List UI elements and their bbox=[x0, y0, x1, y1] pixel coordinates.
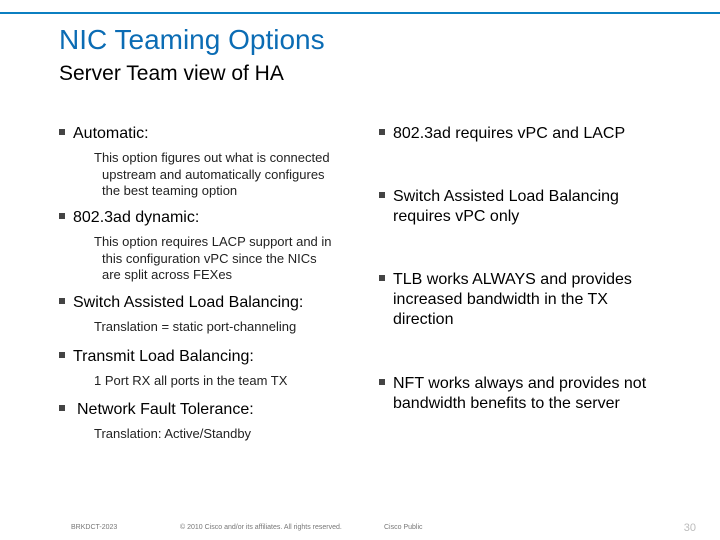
bullet-square-icon bbox=[59, 213, 65, 219]
tlb-description bbox=[94, 373, 287, 390]
salb-description bbox=[94, 319, 296, 336]
bullet-square-icon bbox=[379, 379, 385, 385]
bullet-square-icon bbox=[59, 298, 65, 304]
footer-copyright: © 2010 Cisco and/or its affiliates. All rights reserved. bbox=[180, 524, 342, 531]
bullet-label: Switch Assisted Load Balancing: bbox=[73, 294, 304, 311]
footer-classification: Cisco Public bbox=[384, 524, 423, 531]
bullet-square-icon bbox=[379, 129, 385, 135]
bullet-text: 802.3ad requires vPC and LACP bbox=[393, 125, 626, 142]
slide-subtitle: Server Team view of HA bbox=[59, 62, 284, 85]
automatic-description bbox=[94, 150, 330, 200]
bullet-label: 802.3ad dynamic: bbox=[73, 209, 200, 226]
bullet-salb bbox=[59, 293, 303, 313]
right-bullet-salb bbox=[379, 187, 663, 227]
bullet-square-icon bbox=[59, 352, 65, 358]
description-line: upstream and automatically configures bbox=[102, 166, 325, 182]
nft-description bbox=[94, 426, 251, 443]
right-bullet-lacp bbox=[379, 124, 663, 144]
bullet-square-icon bbox=[379, 192, 385, 198]
slide-title: NIC Teaming Options bbox=[59, 24, 325, 55]
bullet-square-icon bbox=[59, 129, 65, 135]
footer-session-id: BRKDCT-2023 bbox=[71, 524, 118, 531]
description-line: this configuration vPC since the NICs bbox=[102, 250, 317, 266]
bullet-label: Transmit Load Balancing: bbox=[73, 348, 254, 365]
page-number: 30 bbox=[683, 522, 696, 534]
bullet-square-icon bbox=[59, 405, 65, 411]
description-line: This option requires LACP support and in bbox=[94, 234, 332, 249]
bullet-tlb bbox=[59, 347, 254, 367]
description-line: the best teaming option bbox=[102, 183, 238, 198]
top-accent-line bbox=[0, 12, 720, 14]
bullet-text: Switch Assisted Load Balancing requires vPC only bbox=[393, 188, 619, 225]
bullet-text: TLB works ALWAYS and provides increased bandwidth in the TX direction bbox=[393, 271, 632, 328]
bullet-label: Network Fault Tolerance: bbox=[77, 401, 254, 418]
dynamic-description bbox=[94, 234, 332, 284]
bullet-square-icon bbox=[379, 275, 385, 281]
description-line: Translation = static port-channeling bbox=[94, 319, 297, 334]
description-line: are split across FEXes bbox=[102, 267, 233, 282]
bullet-label: Automatic: bbox=[73, 125, 149, 142]
bullet-dynamic bbox=[59, 208, 199, 228]
bullet-nft bbox=[59, 400, 254, 420]
description-line: 1 Port RX all ports in the team TX bbox=[94, 373, 288, 388]
right-bullet-tlb bbox=[379, 270, 663, 330]
description-line: Translation: Active/Standby bbox=[94, 426, 252, 441]
right-bullet-nft bbox=[379, 374, 663, 414]
bullet-automatic bbox=[59, 124, 149, 144]
bullet-text: NFT works always and provides not bandwidth benefits to the server bbox=[393, 375, 647, 412]
description-line: This option figures out what is connected bbox=[94, 150, 330, 165]
